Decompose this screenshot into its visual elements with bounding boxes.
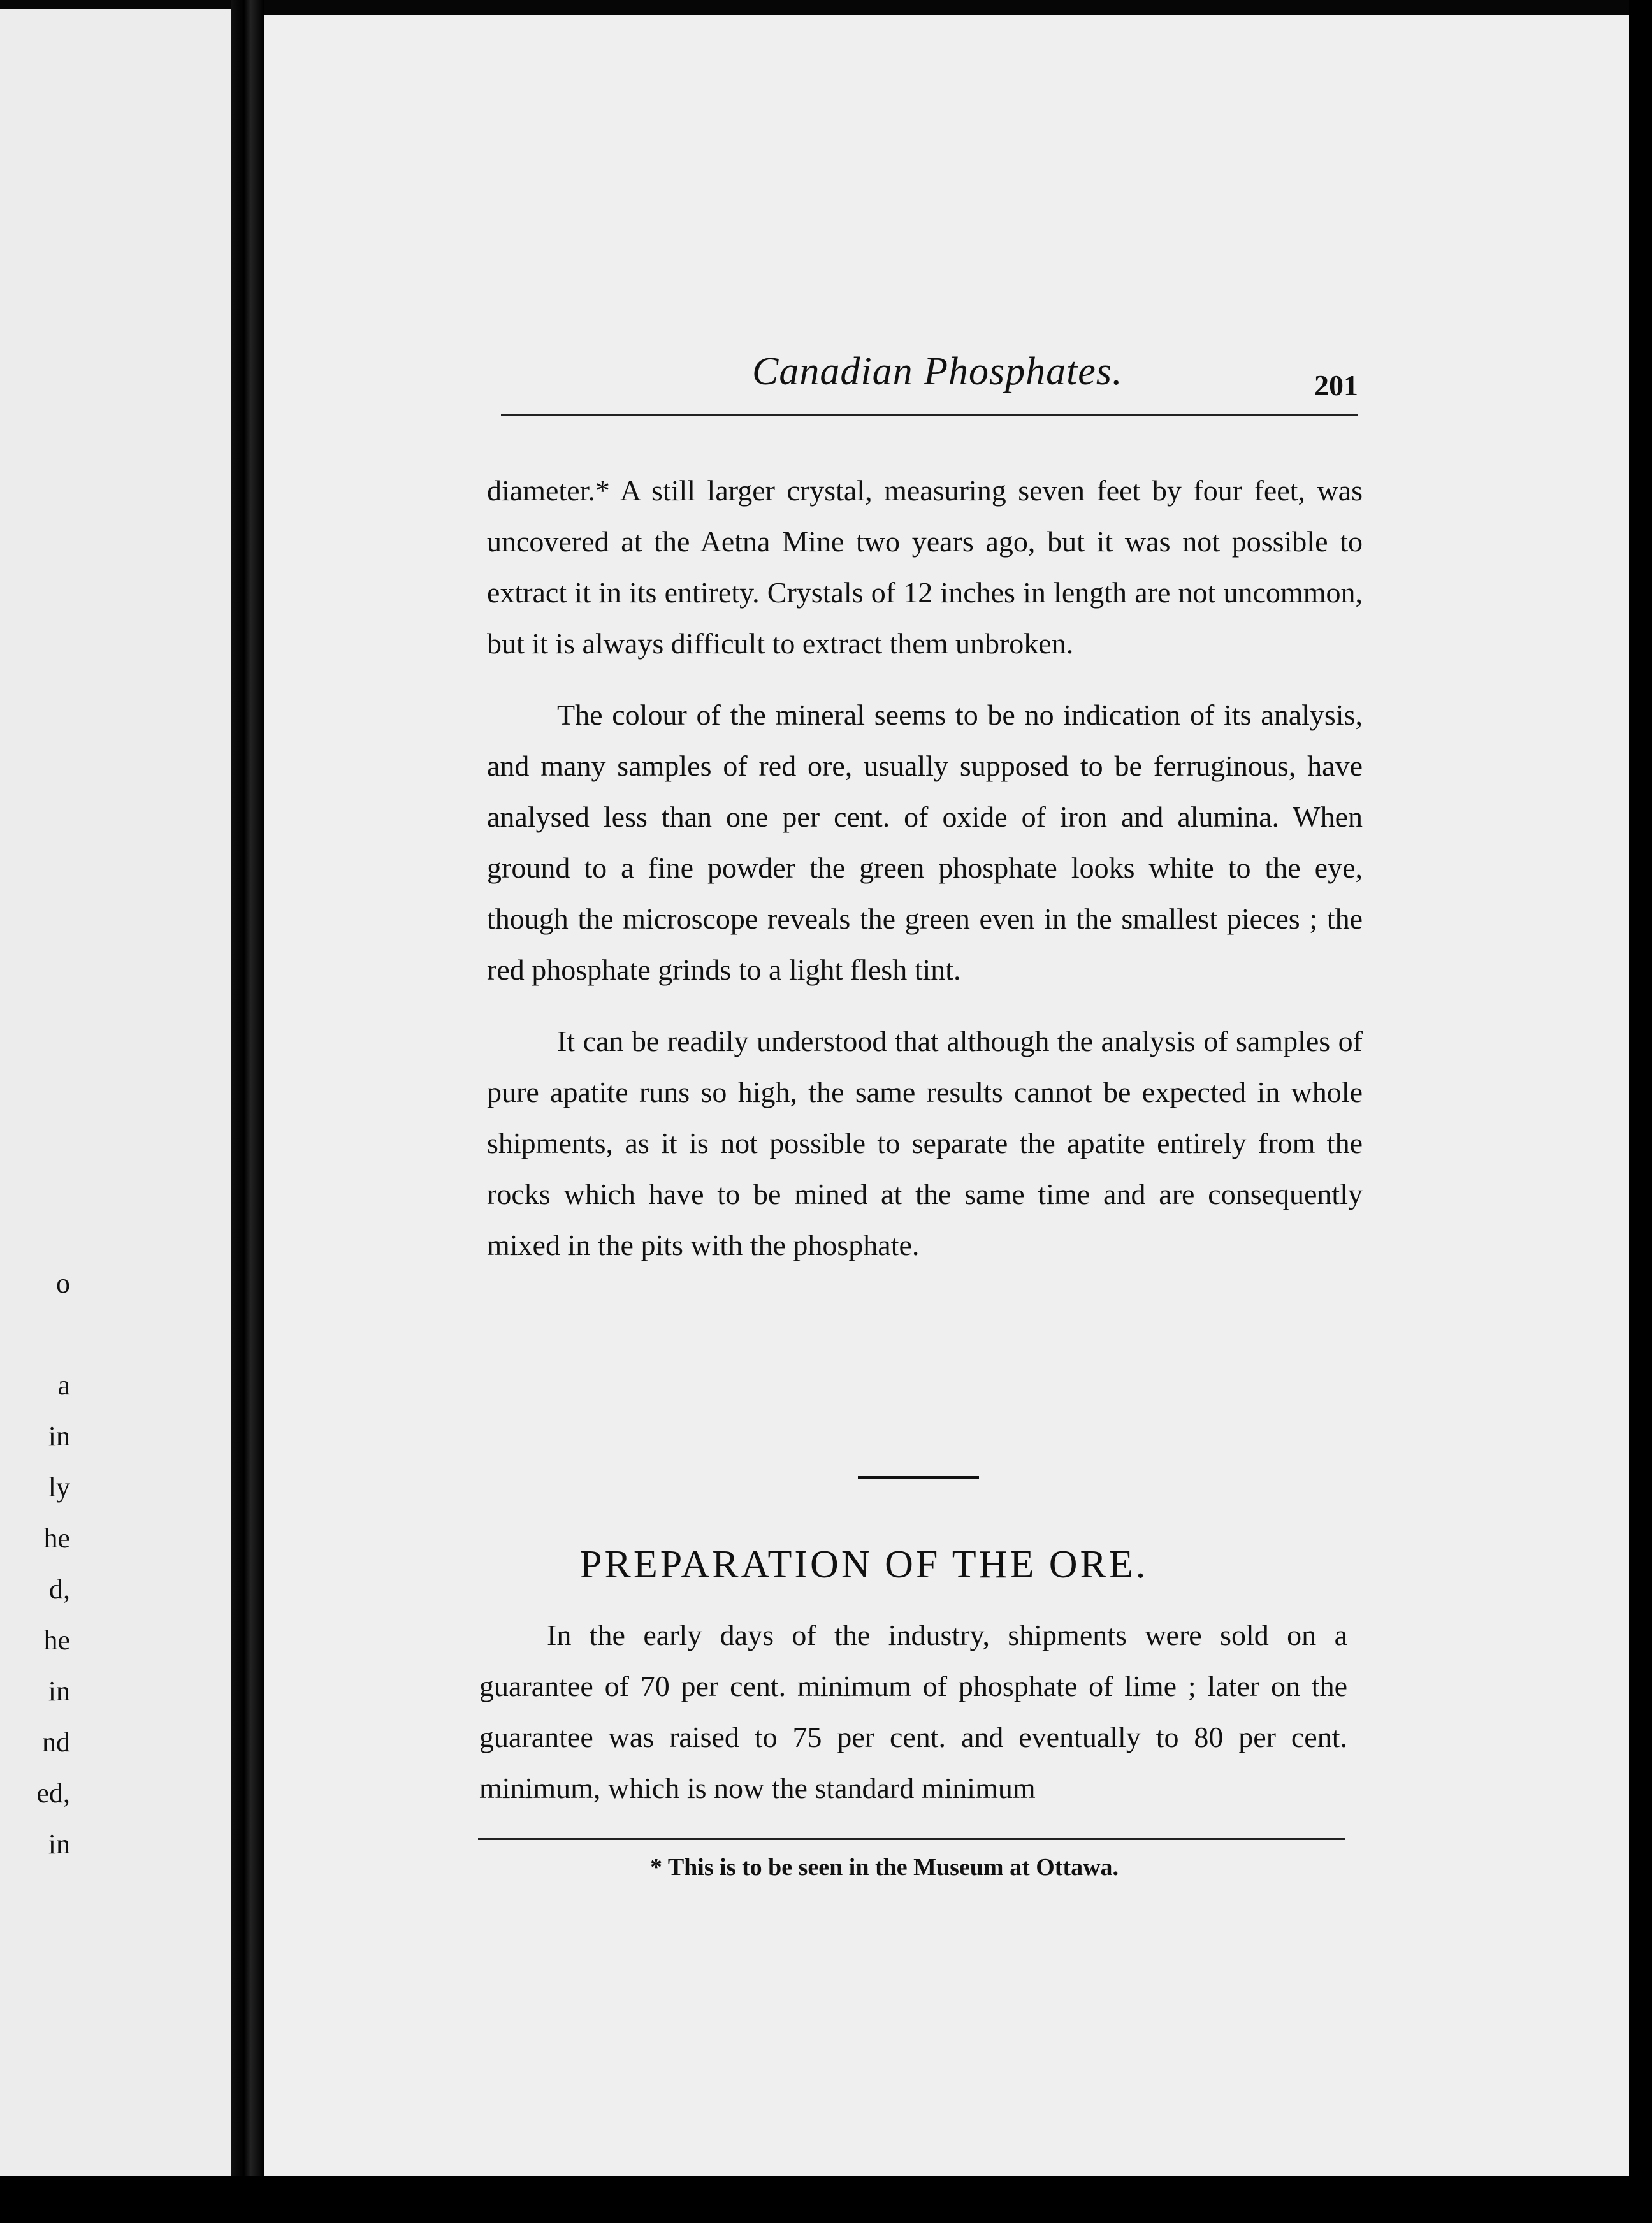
previous-page-text-fragments (0, 1258, 70, 1870)
page-number: 201 (1314, 369, 1358, 402)
fragment-line: d, (49, 1574, 70, 1605)
fragment-line (0, 1309, 70, 1360)
fragment-line: in (48, 1421, 70, 1452)
fragment-line: ly (48, 1472, 70, 1503)
body-text (487, 465, 1363, 1271)
fragment-line: nd (42, 1727, 70, 1758)
running-head: Canadian Phosphates. (752, 350, 1123, 393)
fragment-line: in (48, 1676, 70, 1707)
fragment-line: in (48, 1828, 70, 1860)
section-divider (858, 1476, 979, 1479)
paragraph: diameter.* A still larger crystal, measuring seven feet by four feet, was uncovered at the Aetna Mine two years ago, but it was not possible to extract it in its entirety. Crystals of 12 inches in length are not uncommon, but it is always difficult to extract them unbroken. (487, 474, 1363, 660)
footnote-rule (478, 1838, 1345, 1840)
section-heading: PREPARATION OF THE ORE. (580, 1543, 1148, 1586)
fragment-line: a (57, 1370, 70, 1401)
page-edge-bottom (0, 2176, 1652, 2223)
footnote: * This is to be seen in the Museum at Ottawa. (650, 1854, 1119, 1881)
fragment-line: o (56, 1268, 70, 1299)
paragraph: The colour of the mineral seems to be no indication of its analysis, and many samples of red ore, usually supposed to be ferruginous, have analysed less than one per cent. of oxide of iron and alumina. When ground to a fine powder the green phosphate looks white to the eye, though the microscope reveals the green even in the smallest pieces ; the red phosphate grinds to a light flesh tint. (487, 699, 1363, 986)
section-body-text (479, 1610, 1347, 1814)
fragment-line: ed, (36, 1778, 70, 1809)
paragraph: It can be readily understood that although the analysis of samples of pure apatite runs so high, the same results cannot be expected in whole shipments, as it is not possible to separate the apatite entirely from the rocks which have to be mined at the same time and are consequently mixed in the pits with the phosphate. (487, 1025, 1363, 1261)
page-edge-right (1629, 0, 1652, 2223)
header-rule (501, 414, 1358, 416)
book-gutter (231, 0, 264, 2223)
paragraph: In the early days of the industry, shipments were sold on a guarantee of 70 per cent. minimum of phosphate of lime ; later on the guarantee was raised to 75 per cent. and eventually to 80 per cent. minimum, which is now the standard minimum (479, 1619, 1347, 1804)
previous-page (0, 9, 231, 2177)
fragment-line: he (43, 1625, 70, 1656)
fragment-line: he (43, 1523, 70, 1554)
